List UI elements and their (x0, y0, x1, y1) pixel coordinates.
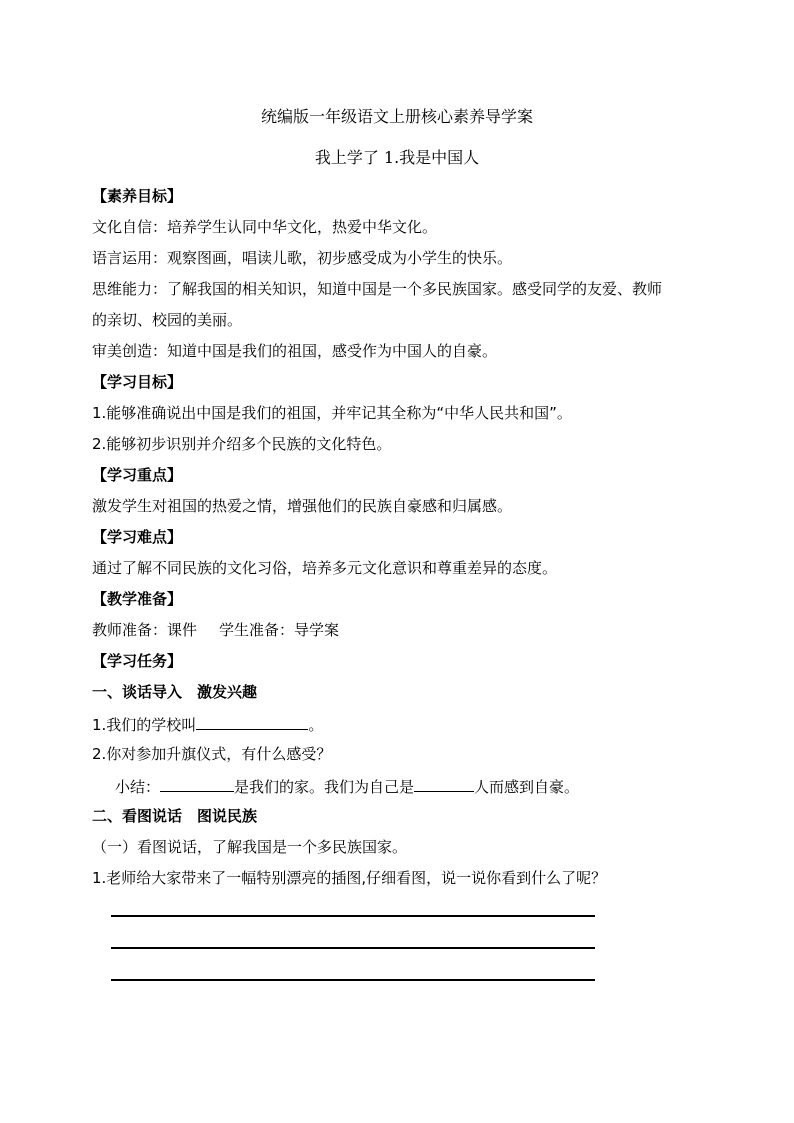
part2-title: 二、看图说话 图说民族 (92, 807, 258, 825)
objective-item: 1.能够准确说出中国是我们的祖国，并牢记其全称为“中华人民共和国”。 (92, 404, 572, 422)
heading-learning-objectives: 【学习目标】 (92, 373, 183, 391)
summary-blank-homeland[interactable] (160, 775, 234, 792)
goal-item: 文化自信：培养学生认同中华文化，热爱中华文化。 (92, 218, 438, 236)
part2-subsection: （一）看图说话，了解我国是一个多民族国家。 (92, 838, 408, 856)
heading-key-points: 【学习重点】 (92, 466, 183, 484)
key-points-text: 激发学生对祖国的热爱之情，增强他们的民族自豪感和归属感。 (92, 497, 513, 515)
lesson-title: 我上学了 1.我是中国人 (314, 148, 480, 167)
question-illustration: 1.老师给大家带来了一幅特别漂亮的插图,仔细看图，说一说你看到什么了呢？ (92, 869, 607, 887)
goal-item: 审美创造：知道中国是我们的祖国，感受作为中国人的自豪。 (92, 342, 498, 360)
summary-line: 小结： 是我们的家。我们为自己是 人而感到自豪。 (115, 775, 579, 797)
answer-line[interactable] (111, 979, 595, 981)
goal-item: 语言运用：观察图画，唱读儿歌，初步感受成为小学生的快乐。 (92, 249, 513, 267)
summary-blank-nationality[interactable] (414, 775, 474, 792)
heading-difficulties: 【学习难点】 (92, 528, 183, 546)
teacher-prep: 教师准备：课件 (92, 621, 198, 639)
heading-learning-tasks: 【学习任务】 (92, 652, 183, 670)
student-prep: 学生准备：导学案 (219, 621, 340, 639)
goal-item-continued: 的亲切、校园的美丽。 (92, 311, 243, 329)
document-title: 统编版一年级语文上册核心素养导学案 (260, 107, 533, 126)
difficulties-text: 通过了解不同民族的文化习俗，培养多元文化意识和尊重差异的态度。 (92, 559, 558, 577)
heading-literacy-goals: 【素养目标】 (92, 187, 183, 205)
objective-item: 2.能够初步识别并介绍多个民族的文化特色。 (92, 435, 392, 453)
answer-line[interactable] (111, 915, 595, 917)
question-flag-ceremony: 2.你对参加升旗仪式，有什么感受？ (92, 745, 332, 763)
heading-teaching-prep: 【教学准备】 (92, 590, 183, 608)
answer-line[interactable] (111, 947, 595, 949)
question-school-name: 1.我们的学校叫 。 (92, 713, 323, 735)
prep-line (92, 620, 339, 640)
part1-title: 一、谈话导入 激发兴趣 (92, 683, 258, 701)
school-name-blank[interactable] (196, 713, 308, 730)
goal-item: 思维能力：了解我国的相关知识，知道中国是一个多民族国家。感受同学的友爱、教师 (92, 280, 663, 298)
